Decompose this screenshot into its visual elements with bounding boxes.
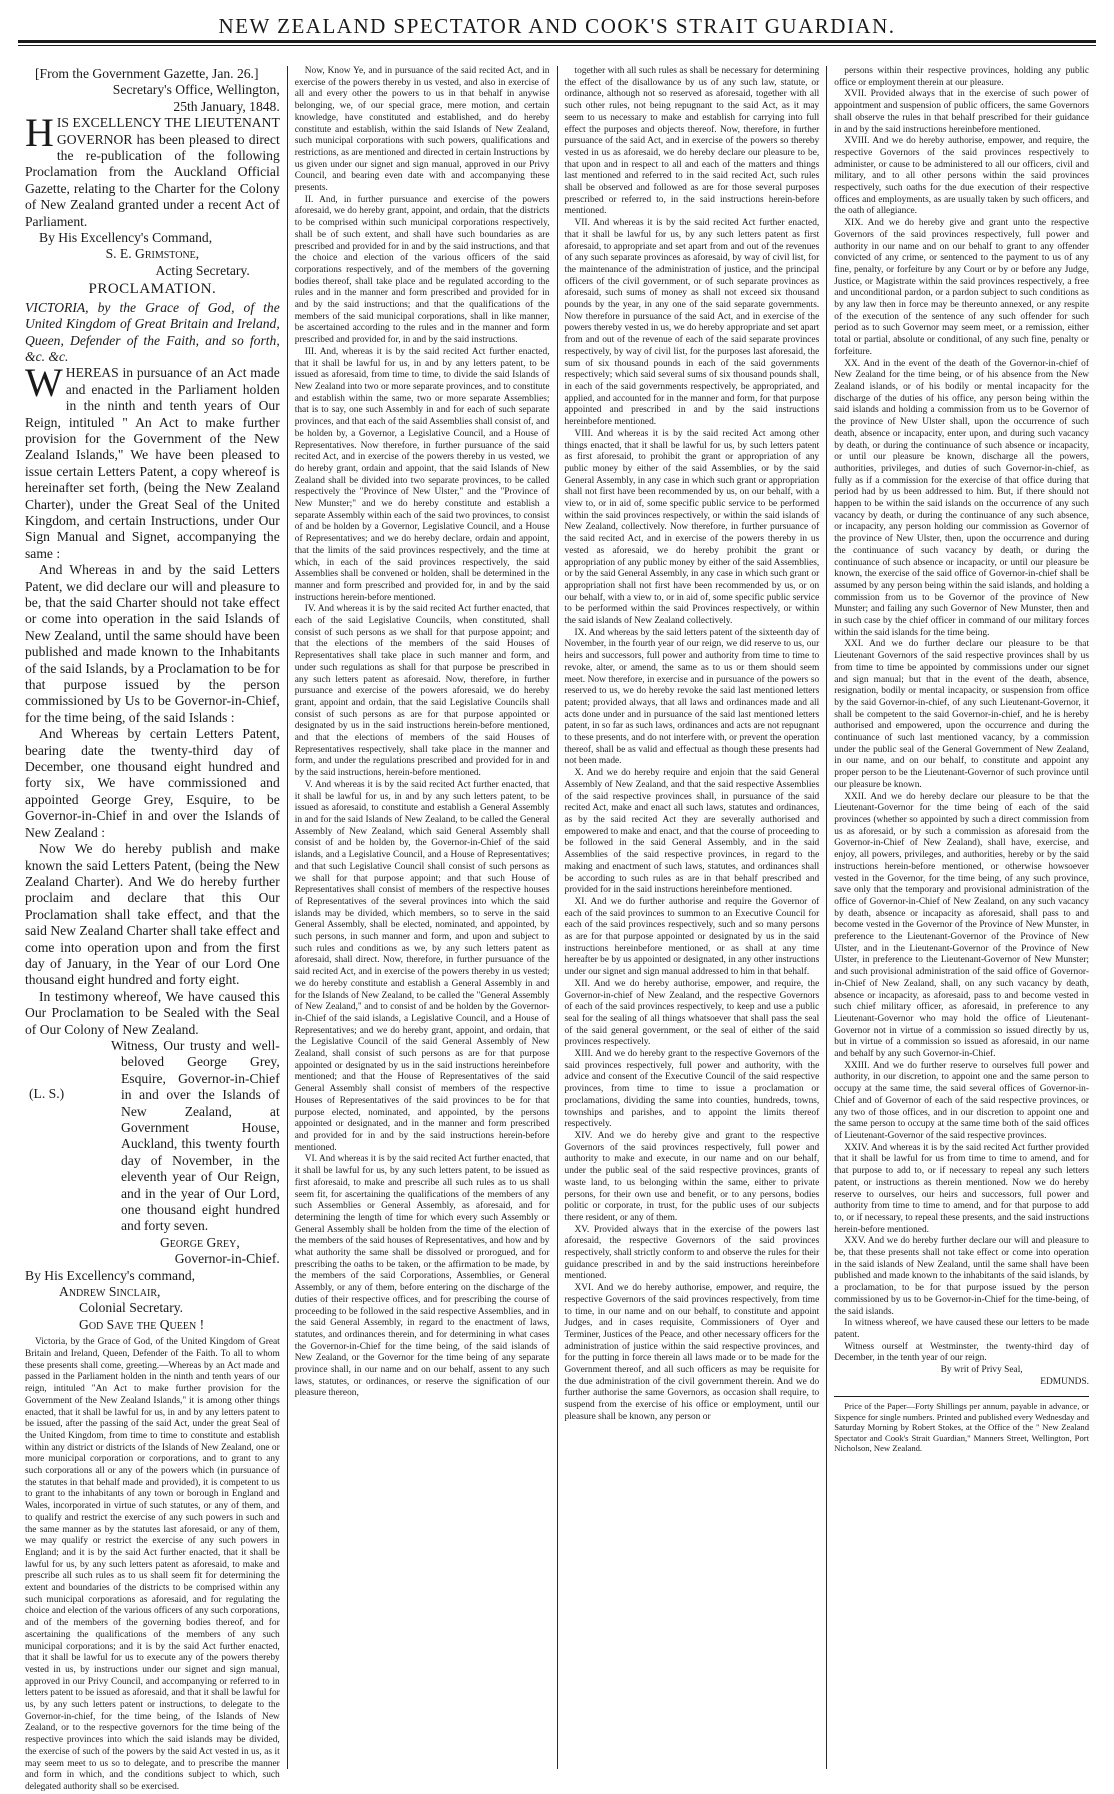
col4-paragraph: XXIII. And we do further reserve to ourselves full power and authority, in our discretion, to appoint one and the same person to occupy at the same time, the said several offices of Governor-in-Chief and of Governor of each of the said respective provinces, or any two of those offices, and in our discretion to appoint one and the same person to occupy at the same time both of the said offices of Lieutenant-Governor of the said respective provinces. <box>834 1060 1089 1141</box>
col4-paragraph: XXV. And we do hereby further declare our will and pleasure to be, that these presents shall not take effect or come into operation in the said islands of New Zealand, until the same shall have been published and made known to the inhabitants of the said islands, by a proclamation, to be for that purpose issued by the person commissioned by us to be Governor-in-Chief for the time-being, of the said islands. <box>834 1236 1089 1317</box>
col3-paragraph: together with all such rules as shall be necessary for determining the effect of the disallowance by us of any such law, statute, or ordinance, although not so reserved as aforesaid, together with all such other rules, not being repugnant to the said Act, as it may seem to us necessary to make and establish for carrying into full effect the purposes and objects thereof. Now, therefore, in further pursuance of the said Act, and in exercise of the powers so thereby vested in us as aforesaid, we do hereby declare our pleasure to be, that upon and in respect to all and each of the matters and things last mentioned and referred to in the said recited Act, such rules shall be observed and followed as are for those several purposes prescribed or referred to, in the said instructions herein-before mentioned. <box>564 66 820 217</box>
col2-paragraph: IV. And whereas it is by the said recited Act further enacted, that each of the said Legislative Councils, when constituted, shall consist of such persons as we shall for that purpose appoint; and that the elections of the members of the said Houses of Representatives shall take place in such manner and form, and under such regulations as shall for that purpose be prescribed in any such letters patent as aforesaid. Now, therefore, in further pursuance and exercise of the powers aforesaid, we do hereby grant, appoint and ordain, that the said Legislative Councils shall consist of such persons as are for that purpose appointed or designated by us in the said instructions herein-before mentioned, and that the elections of members of the said Houses of Representatives respectively, shall take place in the manner and form, and under the regulations prescribed and provided for in and by the said instructions, herein-before mentioned. <box>294 604 550 779</box>
column-1 <box>18 66 288 1792</box>
signer-grey-title: Governor-in-Chief. <box>174 1251 280 1267</box>
col4-paragraph: XXII. And we do hereby declare our pleasure to be that the Lieutenant-Governor for the time being of each of the said provinces (whether so appointed by such a direct commission from us as aforesaid, or by such a commission as aforesaid from the Governor-in-Chief of New Zealand), shall have, exercise, and enjoy, all powers, privileges, and authorities, hereby or by the said instructions herein-before mentioned, or otherwise howsoever vested in the Governor, for the time being, of any such province, save only that the temporary and provisional administration of the office of Governor-in-Chief of New Zealand, on any such vacancy by death, absence or incapacity as aforesaid, shall pass to and become vested in the Governor of the Province of New Munster, in preference to the Lieutenant-Governor of the Province of New Ulster, and in the Lieutenant-Governor of the Province of New Ulster, in preference to the Lieutenant-Governor of New Munster; and such provisional administration of the said office of Governor-in-Chief of New Zealand, shall, on any such vacancy by death, absence or incapacity, as aforesaid, pass to and become vested in such chief military officer, as aforesaid, in preference to any Lieutenant-Governor who may hold the office of Lieutenant-Governor not in virtue of a commission so issued directly by us, but in virtue of a commission so issued as aforesaid, in our name and behalf by any such Governor-in-Chief. <box>834 791 1089 1060</box>
drop-cap-h: H <box>25 110 54 156</box>
col2-paragraph: V. And whereas it is by the said recited Act further enacted, that it shall be lawful for us, in and by any such letters patent, to be issued as aforesaid, to constitute and establish a General Assembly in and for the said Islands of New Zealand, to be called the General Assembly of New Zealand, which said General Assembly shall consist of and be holden by, the Governor-in-Chief of the said islands, and a Legislative Council, and a House of Representatives; and that such Legislative Council shall consist of such persons as we shall for that purpose appoint; and that such House of Representatives shall consist of members of the respective houses of Representatives of the several provinces into which the said islands may be divided, which members, so to serve in the said General Assembly, shall be elected, nominated, and appointed, by such persons, in such manner and form, and upon and subject to such rules and conditions as we, by any such letters patent as aforesaid, shall direct. Now, therefore, in further pursuance of the said recited Act, and in exercise of the powers thereby in us vested; we do hereby constitute and establish a General Assembly in and for the Islands of New Zealand, to be called the "General Assembly of New Zealand," and to consist of and be holden by the Governor-in-Chief of the said islands, a Legislative Council, and a House of Representatives; and we do hereby grant, appoint, and ordain, that the Legislative Council of the said General Assembly of New Zealand, shall consist of such persons as are for that purpose appointed or designated by us in the said instructions hereinbefore mentioned; and that the House of Representatives of the said General Assembly shall consist of members of the respective Houses of Representatives of the said provinces to be for that purpose elected, nominated, and appointed, by the persons appointed or designated, and in the manner and form prescribed and provided for in and by the said instructions herein-before mentioned. <box>294 779 550 1153</box>
col4-paragraph: XVIII. And we do hereby authorise, empower, and require, the respective Governors of the said provinces respectively to administer, or cause to be administered to all our officers, civil and military, and to all other persons within the said provinces respectively, such oaths for the due execution of their respective offices and employments, as are usually taken by such officers, and the oath of allegiance. <box>834 136 1089 217</box>
signer-sinclair: Andrew Sinclair, <box>59 1284 161 1300</box>
col4-paragraph: XXIV. And whereas it is by the said recited Act further provided that it shall be lawful for us from time to time to amend, and for that purpose to add to, or if necessary to repeal any such letters patent, or instructions as therein mentioned. Now we do hereby reserve to ourselves, our heirs and successors, full power and authority from time to time to amend, and for that purpose to add to, or if necessary, to repeal these presents, and the said instructions herein-before mentioned. <box>834 1142 1089 1235</box>
columns <box>18 66 1096 1792</box>
testimony-paragraph: In testimony whereof, We have caused this Our Proclamation to be Sealed with the Seal of Our Colony of New Zealand. <box>25 988 280 1037</box>
col3-paragraph: XI. And we do further authorise and require the Governor of each of the said provinces to summon to an Executive Council for each of the said provinces respectively, such and so many persons as are for that purpose appointed or designated by us in the said instructions hereinbefore mentioned, or as shall at any time hereafter be by us appointed or designated, in any other instructions under our signet and sign manual addressed to him in that behalf. <box>564 896 820 978</box>
masthead-rule-thin <box>18 45 1096 46</box>
by-command-line-2: By His Excellency's command, <box>25 1267 196 1283</box>
masthead-rule-thick <box>18 40 1096 43</box>
date-line: 25th January, 1848. <box>173 98 280 114</box>
charter-opening <box>25 1337 280 1793</box>
by-command-line: By His Excellency's Command, <box>39 230 213 246</box>
signer-grimstone-title: Acting Secretary. <box>155 262 250 278</box>
col3-paragraph: XIII. And we do hereby grant to the respective Governors of the said provinces respectively, full power and authority, with the advice and consent of the Executive Council of the said respective provinces, from time to time to issue a proclamation or proclamations, dividing the same into counties, hundreds, towns, townships and parishes, and to appoint the limits thereof respectively. <box>564 1049 820 1130</box>
whereas-paragraph-1: WHEREAS in pursuance of an Act made and enacted in the Parliament holden in the ninth and tenth years of Our Reign, intituled " An Act to make further provision for the Government of the New Zealand Islands," We have been pleased to issue certain Letters Patent, a copy whereof is hereinafter set forth, (being the New Zealand Charter), under the Great Seal of the United Kingdom, and certain Instructions, under Our Sign Manual and Signet, accompanying the same : <box>25 360 280 561</box>
proclamation-heading: PROCLAMATION. <box>88 281 217 298</box>
signer-grey: George Grey, <box>159 1234 240 1250</box>
col4-paragraph: XIX. And we do hereby give and grant unto the respective Governors of the said provinces respectively, full power and authority in our name and on our behalf to grant to any offender convicted of any crime, or sentenced to the payment to us of any fine, penalty, or forfeiture by any Court or by or before any Judge, Justice, or Magistrate within the said provinces respectively, a free and unconditional pardon, or a pardon subject to such conditions as by any law then in force may be thereunto annexed, or any respite of the execution of the sentence of any such offender for such period as to such Governor may seem meet, or a remission, either total or partial, absolute or conditional, of any such fine, penalty or forfeiture. <box>834 218 1089 357</box>
imprint-footer: Price of the Paper—Forty Shillings per annum, payable in advance, or Sixpence for single numbers. Printed and published every Wednesday and Saturday Morning by Robert Stokes, at the Office of the " New Zealand Spectator and Cook's Strait Guardian," Manners Street, Wellington, Port Nicholson, New Zealand. <box>834 1401 1089 1454</box>
office-line: Secretary's Office, Wellington, <box>112 82 280 98</box>
col2-paragraph: II. And, in further pursuance and exercise of the powers aforesaid, we do hereby grant, appoint, and ordain, that the districts to be comprised within such municipal corporations respectively, shall be of such extent, and shall have such boundaries as are prescribed and provided for in and by the said instructions, and that the choice and election of the various officers of the said corporations respectively, and of the members of the governing bodies thereof, shall take place and be regulated according to the rules and in the manner and form prescribed and provided for in and by the said instructions; and that the qualifications of the members of the said municipal corporations, shall in like manner, be ascertained according to the rules and in the manner and form prescribed and provided for, in and by the said instructions. <box>294 194 550 346</box>
victoria-heading: VICTORIA, by the Grace of God, of the United Kingdom of Great Britain and Ireland, Queen, Defender of the Faith, and so forth, &c. &c. <box>25 299 280 364</box>
col4-paragraph: XX. And in the event of the death of the Governor-in-chief of New Zealand for the time being, or of his absence from the New Zealand islands, or of his bodily or mental incapacity for the discharge of the duties of his office, any person being within the said islands and holding a commission from us to be Governor of the province of New Ulster shall, upon the occurrence of such death, absence or incapacity, enter upon, and during such vacancy by death, or during the continuance of such absence or incapacity, or until our pleasure be known, discharge all the powers, authorities, privileges, and duties of such Governor-in-chief, as fully as if a commission for the exercise of that office during that period had by us been addressed to him. But, if there should not happen to be within the said islands on the occurrence of any such vacancy by death, or during the continuance of any such absence, or incapacity, any person holding our commission as Governor of the province of New Ulster, then, upon the occurrence and during the continuance of such vacancy by death, or during the continuance of such absence or incapacity, or until our pleasure be known, the exercise of the said office of Governor-in-chief shall be assumed by any person being within the said islands, and holding a commission from us to be Governor of the province of New Munster; and failing any such Governor of New Munster, then and in such case by the chief officer in command of our military forces within the said islands for the time being. <box>834 358 1089 638</box>
column-4-text <box>834 66 1089 1365</box>
drop-cap-w: W <box>25 360 63 406</box>
column-2-text <box>295 66 550 1400</box>
col4-paragraph: XVII. Provided always that in the exercise of such power of appointment and suspension of public officers, the same Governors shall observe the rules in that behalf prescribed for their guidance in and by the said instructions hereinbefore mentioned. <box>834 89 1089 135</box>
charter-opening-paragraph: Victoria, by the Grace of God, of the United Kingdom of Great Britain and Ireland, Queen, Defender of the Faith. To all to whom these presents shall come, greeting.—Whereas by an Act made and passed in the Parliament holden in the ninth and tenth years of our reign, intituled "An Act to make further provision for the Government of the New Zealand Islands," it is among other things enacted, that it shall be lawful for us, in and by any letters patent to be issued, after the passing of the said Act, under the great Seal of the United Kingdom, from time to time to constitute and establish within any district or districts of the Islands of New Zealand, one or more municipal corporation or corporations, and to grant to any such corporations all or any of the powers which (in pursuance of the statutes in that behalf made and provided), it is competent to us to grant to the inhabitants of any town or borough in England and Wales, incorporated in virtue of such statutes, or any of them, and to qualify and restrict the exercise of any such powers in such and the same manner as by the statutes last aforesaid, or any of them, we may qualify or restrict the exercise of any such powers in England; and it is by the said Act further enacted, that it shall be lawful for us, by any such letters patent as aforesaid, to make and prescribe all such rules as to us shall seem fit for determining the extent and boundaries of the districts to be comprised within any such municipal corporations as aforesaid, and for regulating the choice and election of the various officers of any such corporations, and of the members of the governing bodies thereof, and for ascertaining the qualifications of the members of any such municipal corporations; and it is by the said Act further enacted, that it shall be lawful for us to execute any of the powers thereby vested in us, by instructions under our signet and sign manual, approved in our Privy Council, and accompanying or referred to in letters patent to be issued as aforesaid, and that it shall be lawful for us, by any such letters patent or instructions, to delegate to the Governor-in-chief, for the time being, of the Islands of New Zealand, or to the respective governors for the time being of the respective provinces into which the said islands may be divided, the exercise of such of the powers by the said Act vested in us, as it may seem meet to us so to delegate, and to prescribe the manner and form in which, and the conditions subject to which, such delegated authority shall so be exercised. <box>25 1337 280 1792</box>
column-3-text <box>565 66 820 1424</box>
col3-paragraph: VIII. And whereas it is by the said recited Act among other things enacted, that it shall be lawful for us, by such letters patent as first aforesaid, to prohibit the grant or appropriation of any public money by either of the said Assemblies, or by the said General Assembly, in any case in which such grant or appropriation shall not first have been recommended by us, on our behalf, with a view to, or in aid of, some specific public service to be performed within the said provinces respectively, or within the said islands of New Zealand, collectively. Now therefore, in further pursuance of the said recited Act, and in exercise of the powers thereby in us vested as aforesaid, we do hereby prohibit the grant or appropriation of any public money by either of the said Assemblies, or by the said General Assembly, in any case in which such grant or appropriation shall not first have been recommended by us, or on our behalf, with a view to, or in aid of, some specific public service to be performed within the said Provinces respectively, or within the said islands of New Zealand collectively. <box>564 428 820 627</box>
col2-paragraph: Now, Know Ye, and in pursuance of the said recited Act, and in exercise of the powers thereby in us vested, and also in exercise of all and every other the powers to us in that behalf in anywise belonging, we, of our special grace, mere motion, and certain knowledge, have constituted and established, and do hereby constitute and establish, within the said Islands of New Zealand, such municipal corporations with such powers, qualifications and restrictions, as are mentioned and directed in certain Instructions by us given under our signet and sign manual, approved in our Privy Council, and bearing even date with and accompanying these presents. <box>294 66 550 194</box>
col4-paragraph: XXI. And we do further declare our pleasure to be that Lieutenant Governors of the said respective provinces shall by us from time to time be appointed by commissions under our signet and sign manual; but that in the event of the death, absence, resignation, bodily or mental incapacity, or suspension from office by the said Governor-in-chief, of any such Lieutenant-Governor, it shall be competent to the said Governor-in-chief, and he is hereby authorised and empowered, upon the occurrence and during the continuance of such last mentioned vacancy, by a commission under the public seal of the General Government of New Zealand, in our name, and on our behalf, to constitute and appoint any proper person to be the Lieutenant-Governor of such province until our pleasure be known. <box>834 639 1089 790</box>
col3-paragraph: XVI. And we do hereby authorise, empower, and require, the respective Governors of the said provinces respectively, from time to time, in our name and on our behalf, to constitute and appoint Judges, and in cases requisite, Commissioners of Oyer and Terminer, Justices of the Peace, and other necessary officers for the administration of justice within the said respective provinces, and for the putting in force therein all laws made or to be made for the Government thereof, and all such officers as may be requisite for the due administration of the civil government therein. And we do further authorise the same Governors, as occasion shall require, to suspend from the exercise of his office or employment, until our pleasure shall be known, any person or <box>564 1283 820 1422</box>
source-line: [From the Government Gazette, Jan. 26.] <box>35 66 259 81</box>
col3-paragraph: VII. And whereas it is by the said recited Act further enacted, that it shall be lawful for us, by any such letters patent as first aforesaid, to appropriate and set apart from and out of the revenues of any such separate provinces as aforesaid, by way of civil list, for the maintenance of the administration of justice, and the principal officers of the civil government, or of such separate provinces as aforesaid, such sums of money as shall not exceed six thousand pounds by the year, in any one of the said separate governments. Now therefore in pursuance of the said Act, and in exercise of the powers thereby vested in us, we do hereby appropriate and set apart from and out of the revenue of each of the said separate provinces respectively, by way of civil list, for the purposes last aforesaid, the sum of six thousand pounds in each of the said governments respectively; which said several sums of six thousand pounds shall, in each of the said governments respectively, be appropriated, and applied, and accounted for in the manner and form, for that purpose appointed and prescribed in and by the said instructions hereinbefore mentioned. <box>564 218 820 428</box>
now-we-paragraph: Now We do hereby publish and make known the said Letters Patent, (being the New Zealand Charter). And We do hereby further proclaim and declare that this Our Proclamation shall take effect, and that the said New Zealand Charter shall take effect and come into operation upon and from the first day of January, in the Year of our Lord One thousand eight hundred and forty eight. <box>25 841 280 988</box>
whereas-paragraph-2: And Whereas in and by the said Letters Patent, we did declare our will and pleasure to be, that the said Charter should not take effect or come into operation in the said Islands of New Zealand, until the same should have been published and made known to the Inhabitants of the said Islands, by a Proclamation to be for that purpose issued by the person commissioned by Us to be Governor-in-Chief, for the time being, of the said Islands : <box>25 562 280 725</box>
seal-mark: (L. S.) <box>29 1085 65 1101</box>
proclamation-notice <box>25 66 280 1333</box>
privy-seal-line: By writ of Privy Seal, <box>940 1365 1023 1376</box>
signer-sinclair-title: Colonial Secretary. <box>79 1300 184 1316</box>
column-2 <box>288 66 558 1769</box>
col3-paragraph: XII. And we do hereby authorise, empower, and require, the Governor-in-chief of New Zealand, and the respective Governors of each of the said provinces respectively, to keep and use a public seal for the sealing of all things whatsoever that shall pass the seal of the said general government, or the seal of either of the said provinces respectively. <box>564 978 820 1048</box>
whereas-paragraph-3: And Whereas by certain Letters Patent, bearing date the twenty-third day of December, one thousand eight hundred and forty six, We have commissioned and appointed George Grey, Esquire, to be Governor-in-Chief in and over the Islands of New Zealand : <box>25 726 280 840</box>
col3-paragraph: X. And we do hereby require and enjoin that the said General Assembly of New Zealand, and that the said respective Assemblies of the said respective provinces shall, in pursuance of the said recited Act, make and enact all such laws, statutes and ordinances, as by the said recited Act they are severally authorised and empowered to make and enact, and that the course of proceeding to be followed in the said General Assembly, and in the said Assemblies of the said respective provinces, in regard to the making and enactment of such laws, statutes, and ordinances shall be according to such rules as are in that behalf prescribed and provided for in the said instructions hereinbefore mentioned. <box>564 768 820 896</box>
column-4 <box>827 66 1096 1769</box>
col4-paragraph: Witness ourself at Westminster, the twenty-third day of December, in the tenth year of our reign. <box>834 1341 1089 1364</box>
intro-paragraph: HIS EXCELLENCY THE LIEUTENANT GOVERNOR has been pleased to direct the re-publication of the following Proclamation from the Auckland Official Gazette, relating to the Charter for the Colony of New Zealand granted under a recent Act of Parliament. <box>25 110 280 229</box>
edmunds-signature: EDMUNDS. <box>1040 1376 1089 1387</box>
column-3 <box>558 66 828 1769</box>
col2-paragraph: III. And, whereas it is by the said recited Act further enacted, that it shall be lawful for us, in and by any letters patent, to be issued as aforesaid, from time to time, to divide the said Islands of New Zealand into two or more separate provinces, and to constitute and establish within the same, two or more separate Assemblies; that is to say, one such Assembly in and for each of such separate provinces, and that each of the said Assemblies shall consist of, and be holden by, a Governor, a Legislative Council, and a House of Representatives. Now therefore, in further pursuance of the said recited Act, and in exercise of the powers thereby in us vested, we do hereby grant, ordain and appoint, that the said Islands of New Zealand shall be divided into two separate provinces, to be called respectively the "Province of New Ulster," and the "Province of New Munster;" and we do hereby constitute and establish a separate Assembly within each of the said two provinces, to consist of and be holden by a Governor, Legislative Council, and a House of Representatives; and we do hereby declare, ordain and appoint, that the limits of the said provinces respectively, and the time at which, in each of the said provinces respectively, the said Assemblies shall be convened or holden, shall be determined in the manner and form prescribed and provided for, in and by the said instructions herein-before mentioned. <box>294 346 550 603</box>
col3-paragraph: XIV. And we do hereby give and grant to the respective Governors of the said provinces respectively, full power and authority to make and execute, in our name and on our behalf, under the public seal of the said respective provinces, grants of waste land, to us belonging within the same, either to private persons, for their own use and benefit, or to any persons, bodies politic or corporate, in trust, for the public uses of our subjects there resident, or any of them. <box>564 1130 820 1223</box>
signer-grimstone: S. E. Grimstone, <box>105 246 200 262</box>
witness-block: (L. S.) Witness, Our trusty and well-beloved George Grey, Esquire, Governor-in-Chief in and over the Islands of New Zealand, at Government House, Auckland, this twenty fourth day of November, in the eleventh year of Our Reign, and in the year of Our Lord, one thousand eight hundred and forty seven. <box>29 1037 280 1234</box>
col3-paragraph: IX. And whereas by the said letters patent of the sixteenth day of November, in the fourth year of our reign, we did reserve to us, our heirs and successors, full power and authority from time to time to revoke, alter, or amend, the same as to us or them should seem meet. Now therefore, in exercise and in pursuance of the powers so reserved to us, we do hereby revoke the said last mentioned letters patent; provided always, that all laws and ordinances made and all acts done under and in pursuance of the said last mentioned letters patent, in so far as such laws, ordinances and acts are not repugnant to these presents, and do not interfere with, or prevent the operation thereof, shall be as valid and effectual as though these presents had not been made. <box>564 627 820 767</box>
col4-paragraph: In witness whereof, we have caused these our letters to be made patent. <box>834 1318 1089 1340</box>
col4-paragraph: persons within their respective provinces, holding any public office or employment therein at our pleasure. <box>834 66 1089 88</box>
masthead: NEW ZEALAND SPECTATOR AND COOK'S STRAIT GUARDIAN. <box>218 14 896 38</box>
col2-paragraph: VI. And whereas it is by the said recited Act further enacted, that it shall be lawful for us, by any such letters patent, to be issued as first aforesaid, to make and prescribe all such rules as to us shall seem fit, for ascertaining the qualifications of the members of any such Assemblies or General Assembly, as aforesaid, and for determining the length of time for which every such Assembly or General Assembly shall be holden from the time of the election of the members of the said houses of Representatives, and how and by what authority the same shall be dissolved or prorogued, and for prescribing the oaths to be taken, or the affirmation to be made, by the members of the said Corporations, Assemblies, or General Assembly, or any of them, before entering on the discharge of the duties of their respective offices, and for prescribing the course of proceeding to be followed in the said respective Assemblies, and in the said General Assembly, in regard to the enactment of laws, statutes, and ordinances therein, and for determining in what cases the Governor-in-Chief for the time being, of the said islands of New Zealand, or the Governor for the time being of any separate province shall, in our name and on our behalf, assent to any such laws, statutes, or ordinances, or reserve the signification of our pleasure thereon, <box>294 1154 550 1399</box>
god-save-line: God Save the Queen ! <box>79 1316 205 1332</box>
col3-paragraph: XV. Provided always that in the exercise of the powers last aforesaid, the respective Governors of the said provinces respectively, shall strictly conform to and observe the rules for their guidance prescribed in and by the said instructions hereinbefore mentioned. <box>564 1224 820 1282</box>
footer-rule <box>834 1396 1089 1397</box>
